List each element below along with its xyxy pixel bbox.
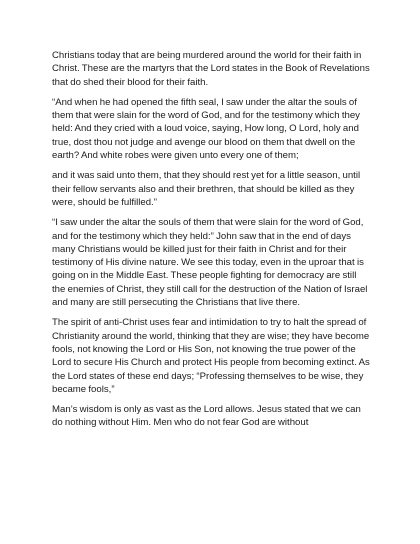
paragraph-anti-christ: The spirit of anti-Christ uses fear and intimidation to try to halt the spread of Christianity around the world, thinking that they are wise; they have become fools, not knowing the Lord or His Son, not knowing the true power of the Lord to secure His Church and protect His people from becoming extinct. As the Lord states of these end days; “Professing themselves to be wise, they became fools,” — [52, 317, 370, 395]
paragraph-end-of-days: “I saw under the altar the souls of them that were slain for the word of God, and for the testimony which they held:” John saw that in the end of days many Christians would be killed just for their faith in Christ and for their testimony of His divine nature. We see this today, even in the uproar that is going on in the Middle East. These people fighting for democracy are still the enemies of Christ, they still call for the destruction of the Nation of Israel and many are still persecuting the Christians that live there. — [52, 217, 368, 309]
paragraph-quote-continuation: and it was said unto them, that they should rest yet for a little season, until their fellow servants also and their brethren, that should be killed as they were, should be fulfilled.” — [52, 170, 361, 208]
paragraph-mans-wisdom: Man’s wisdom is only as vast as the Lord allows. Jesus stated that we can do nothing without Him. Men who do not fear God are without — [52, 404, 361, 429]
paragraph-martyrs-intro: Christians today that are being murdered around the world for their faith in Christ. These are the martyrs that the Lord states in the Book of Revelations that do shed their blood for their faith. — [52, 50, 370, 88]
paragraph-fifth-seal-quote: “And when he had opened the fifth seal, I saw under the altar the souls of them that were slain for the word of God, and for the testimony which they held: And they cried with a loud voice, saying, How long, O Lord, holy and true, dost thou not judge and avenge our blood on them that dwell on the earth? And white robes were given unto every one of them; — [52, 96, 360, 162]
document-body — [52, 49, 370, 437]
